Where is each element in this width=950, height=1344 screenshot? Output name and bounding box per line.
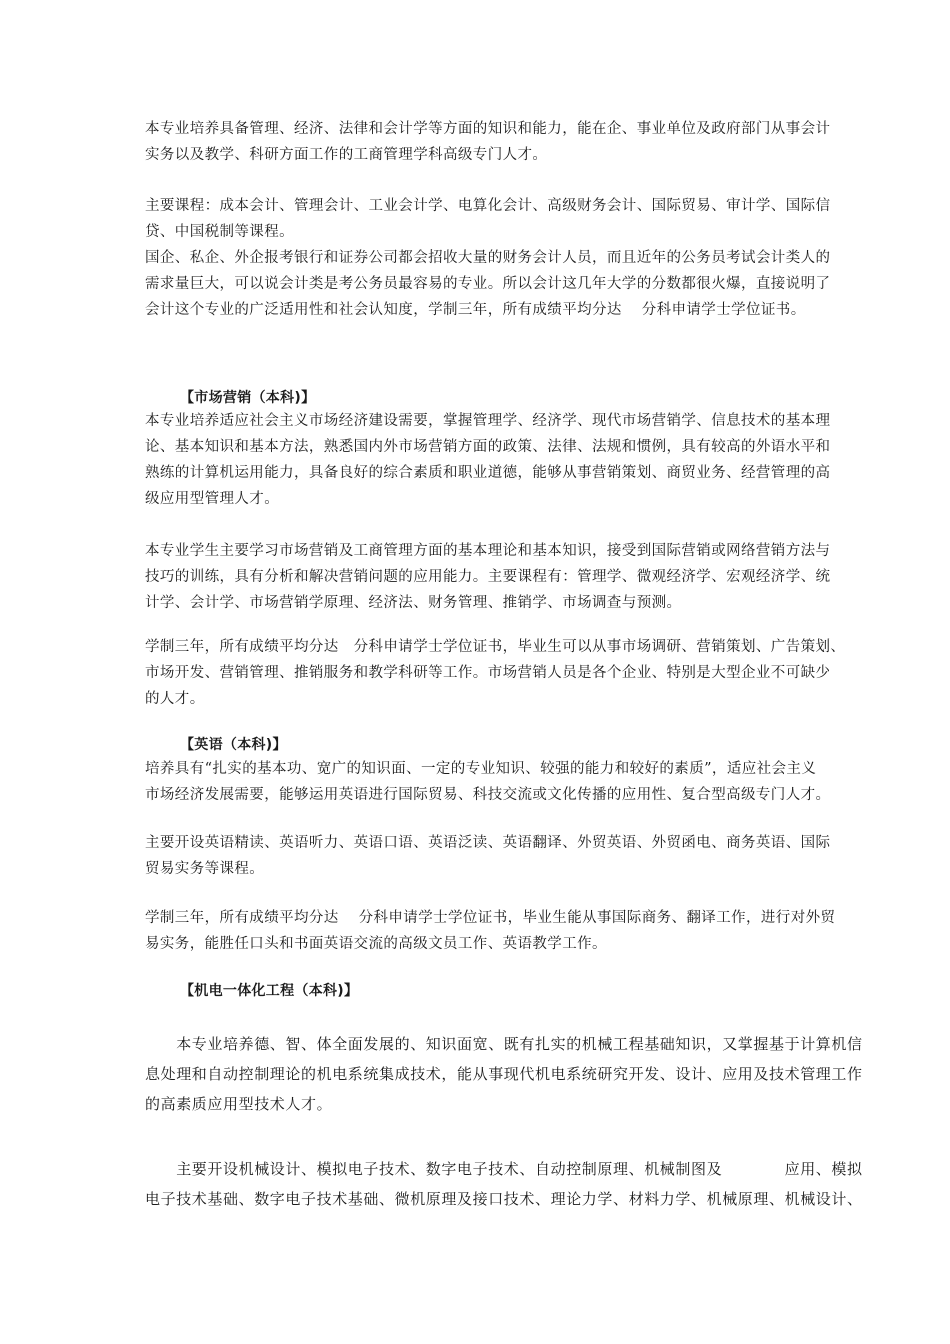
mechatronics-courses-paragraph — [145, 1154, 863, 1214]
text-line: 本专业培养适应社会主义市场经济建设需要，掌握管理学、经济学、现代市场营销学、信息技术的基本理 — [145, 413, 831, 429]
text-line: 主要开设机械设计、模拟电子技术、数字电子技术、自动控制原理、机械制图及 应用、模拟 — [145, 1160, 863, 1178]
text-line: 贷、中国税制等课程。 — [145, 224, 294, 240]
marketing-heading: 【市场营销（本科)】 — [180, 390, 316, 406]
text-line: 计学、会计学、市场营销学原理、经济法、财务管理、推销学、市场调查与预测。 — [145, 595, 682, 611]
english-heading: 【英语（本科)】 — [180, 737, 287, 753]
marketing-intro-paragraph — [145, 408, 831, 512]
text-line: 国企、私企、外企报考银行和证券公司都会招收大量的财务会计人员，而且近年的公务员考试会计类人的 — [145, 250, 831, 266]
text-line: 主要开设英语精读、英语听力、英语口语、英语泛读、英语翻译、外贸英语、外贸函电、商务英语、国际 — [145, 835, 831, 851]
mechatronics-heading: 【机电一体化工程（本科)】 — [180, 983, 359, 999]
text-line: 息处理和自动控制理论的机电系统集成技术，能从事现代机电系统研究开发、设计、应用及技术管理工作 — [145, 1065, 863, 1083]
text-line: 市场开发、营销管理、推销服务和教学科研等工作。市场营销人员是各个企业、特别是大型企业不可缺少 — [145, 665, 831, 681]
text-line: 会计这个专业的广泛适用性和社会认知度，学制三年，所有成绩平均分达 分科申请学士学位证书。 — [145, 302, 806, 318]
text-line: 本专业培养德、智、体全面发展的、知识面宽、既有扎实的机械工程基础知识，又掌握基于计算机信 — [145, 1035, 863, 1053]
marketing-degree-paragraph — [145, 634, 846, 712]
text-line: 本专业培养具备管理、经济、法律和会计学等方面的知识和能力，能在企、事业单位及政府部门从事会计 — [145, 121, 831, 137]
text-line: 市场经济发展需要，能够运用英语进行国际贸易、科技交流或文化传播的应用性、复合型高级专门人才。 — [145, 787, 831, 803]
mechatronics-intro-paragraph — [145, 1029, 863, 1119]
text-line: 实务以及教学、科研方面工作的工商管理学科高级专门人才。 — [145, 147, 548, 163]
text-line: 培养具有“扎实的基本功、宽广的知识面、一定的专业知识、较强的能力和较好的素质”，适应社会主义 — [145, 761, 817, 777]
english-courses-paragraph — [145, 830, 831, 882]
text-line: 熟练的计算机运用能力，具备良好的综合素质和职业道德，能够从事营销策划、商贸业务、经营管理的高 — [145, 465, 831, 481]
text-line: 的高素质应用型技术人才。 — [145, 1095, 333, 1113]
english-degree-paragraph — [145, 905, 836, 957]
text-line: 学制三年，所有成绩平均分达 分科申请学士学位证书，毕业生能从事国际商务、翻译工作，进行对外贸 — [145, 910, 836, 926]
text-line: 的人才。 — [145, 691, 205, 707]
text-line: 论、基本知识和基本方法，熟悉国内外市场营销方面的政策、法律、法规和惯例，具有较高的外语水平和 — [145, 439, 831, 455]
text-line: 级应用型管理人才。 — [145, 491, 280, 507]
text-line: 学制三年，所有成绩平均分达 分科申请学士学位证书，毕业生可以从事市场调研、营销策划、广告策划、 — [145, 639, 846, 655]
text-line: 贸易实务等课程。 — [145, 861, 265, 877]
text-line: 易实务，能胜任口头和书面英语交流的高级文员工作、英语教学工作。 — [145, 936, 607, 952]
english-intro-paragraph — [145, 756, 831, 808]
accounting-courses-paragraph — [145, 193, 831, 323]
marketing-courses-paragraph — [145, 538, 831, 616]
text-line: 技巧的训练，具有分析和解决营销问题的应用能力。主要课程有：管理学、微观经济学、宏观经济学、统 — [145, 569, 831, 585]
text-line: 主要课程：成本会计、管理会计、工业会计学、电算化会计、高级财务会计、国际贸易、审计学、国际信 — [145, 198, 831, 214]
text-line: 本专业学生主要学习市场营销及工商管理方面的基本理论和基本知识，接受到国际营销或网络营销方法与 — [145, 543, 831, 559]
text-line: 需求量巨大，可以说会计类是考公务员最容易的专业。所以会计这几年大学的分数都很火爆，直接说明了 — [145, 276, 831, 292]
text-line: 电子技术基础、数字电子技术基础、微机原理及接口技术、理论力学、材料力学、机械原理、机械设计、 — [145, 1190, 863, 1208]
accounting-intro-paragraph — [145, 116, 831, 168]
